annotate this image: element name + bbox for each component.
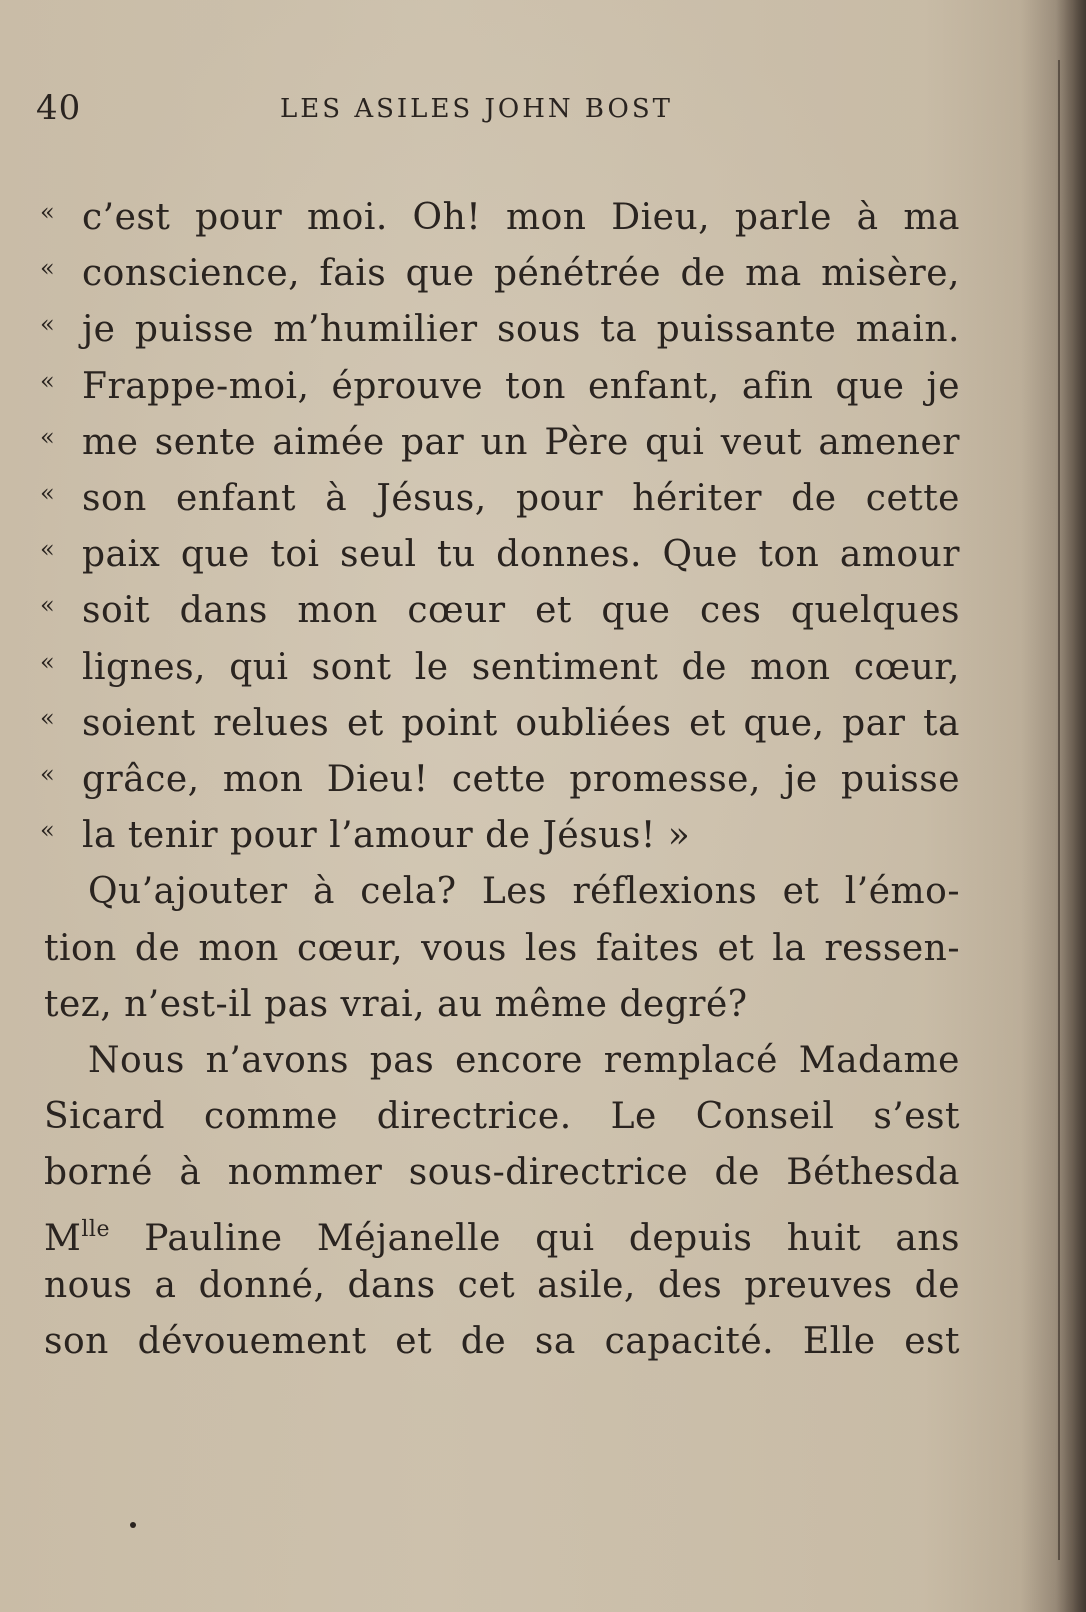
opening-guillemet: « — [40, 254, 55, 283]
line-text: soit dans mon cœur et que ces quelques — [82, 590, 960, 632]
opening-guillemet: « — [40, 535, 55, 564]
line-text: son dévouement et de sa capacité. Elle est — [44, 1321, 960, 1362]
text-line — [0, 1202, 1086, 1258]
line-text: soient relues et point oubliées et que, par ta — [82, 702, 960, 744]
line-text: me sente aimée par un Père qui veut amener — [82, 421, 960, 463]
line-text: borné à nommer sous-directrice de Béthesda — [44, 1152, 960, 1194]
text-line — [0, 640, 1086, 696]
text-line — [0, 977, 1086, 1033]
line-text: Nous n’avons pas encore remplacé Madame — [88, 1040, 960, 1081]
opening-guillemet: « — [40, 647, 55, 676]
line-text: la tenir pour l’amour de Jésus! » — [82, 815, 691, 857]
text-line — [0, 921, 1086, 977]
text-line — [0, 808, 1086, 864]
page-header — [36, 88, 996, 138]
text-line — [0, 1314, 1086, 1370]
line-text: nous a donné, dans cet asile, des preuves de — [44, 1264, 960, 1306]
line-text: Qu’ajouter à cela? Les réflexions et l’émo- — [88, 871, 960, 913]
line-text: grâce, mon Dieu! cette promesse, je puisse — [82, 759, 960, 800]
text-line — [0, 527, 1086, 583]
running-head: LES ASILES JOHN BOST — [280, 94, 673, 124]
line-text: c’est pour moi. Oh! mon Dieu, parle à ma — [82, 197, 960, 238]
opening-guillemet: « — [40, 591, 55, 620]
line-text: Sicard comme directrice. Le Conseil s’est — [44, 1096, 960, 1138]
text-line — [0, 752, 1086, 808]
line-text: son enfant à Jésus, pour hériter de cette — [82, 478, 960, 519]
text-line — [0, 415, 1086, 471]
text-line — [0, 696, 1086, 752]
text-line — [0, 302, 1086, 358]
text-line — [0, 359, 1086, 415]
text-line — [0, 471, 1086, 527]
text-line — [0, 246, 1086, 302]
text-line — [0, 190, 1086, 246]
line-text-start: M — [44, 1217, 82, 1259]
opening-guillemet: « — [40, 479, 55, 507]
ink-dot — [130, 1522, 136, 1528]
line-text: Frappe-moi, éprouve ton enfant, afin que je — [82, 365, 960, 407]
opening-guillemet: « — [40, 816, 55, 845]
line-text: tez, n’est-il pas vrai, au même degré? — [44, 983, 748, 1025]
line-text-rest: Pauline Méjanelle qui depuis huit ans — [109, 1217, 960, 1259]
opening-guillemet: « — [40, 760, 55, 788]
text-line — [0, 1033, 1086, 1089]
line-text: je puisse m’humilier sous ta puissante main. — [82, 309, 960, 351]
page-number: 40 — [36, 88, 82, 128]
opening-guillemet: « — [40, 310, 55, 339]
line-text: lignes, qui sont le sentiment de mon cœur, — [82, 646, 960, 688]
text-line — [0, 583, 1086, 639]
line-text: paix que toi seul tu donnes. Que ton amour — [82, 534, 960, 576]
text-line — [0, 1258, 1086, 1314]
superscript-abbrev: lle — [81, 1216, 110, 1242]
line-text: conscience, fais que pénétrée de ma misère, — [82, 253, 960, 295]
text-line — [0, 864, 1086, 920]
opening-guillemet: « — [40, 422, 55, 451]
text-line — [0, 1089, 1086, 1145]
opening-guillemet: « — [40, 703, 55, 732]
opening-guillemet: « — [40, 366, 55, 395]
text-line — [0, 1145, 1086, 1201]
line-text: tion de mon cœur, vous les faites et la ressen- — [44, 927, 960, 969]
opening-guillemet: « — [40, 198, 55, 226]
